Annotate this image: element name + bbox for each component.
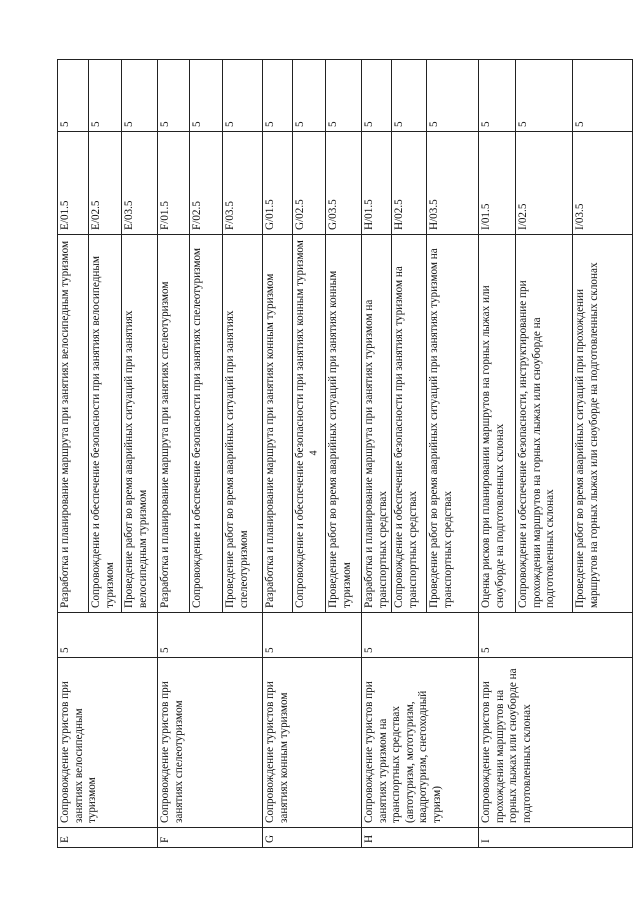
- group-name-cell: Сопровождение туристов при занятиях конным туризмом: [263, 658, 362, 828]
- function-code-cell: F/02.5: [190, 132, 223, 235]
- function-code-cell: I/03.5: [573, 132, 633, 235]
- function-level-cell: 5: [223, 60, 263, 132]
- function-name-cell: Разработка и планирование маршрута при занятиях туризмом на транспортных средствах: [362, 235, 392, 613]
- function-code-cell: F/01.5: [158, 132, 190, 235]
- function-name-cell: Проведение работ во время аварийных ситуаций при прохождении маршрутов на горных лыжах или сноуборде на подготовленных склонах: [573, 235, 633, 613]
- function-name-cell: Разработка и планирование маршрута при занятиях спелеотуризмом: [158, 235, 190, 613]
- function-name-cell: Проведение работ во время аварийных ситуаций при занятиях туризмом на транспортных средствах: [427, 235, 479, 613]
- function-level-cell: 5: [573, 60, 633, 132]
- function-name-cell: Проведение работ во время аварийных ситуаций при занятиях велосипедным туризмом: [122, 235, 158, 613]
- table-row: [362, 60, 392, 848]
- function-code-cell: E/03.5: [122, 132, 158, 235]
- group-code-cell: G: [263, 828, 362, 848]
- group-name-cell: Сопровождение туристов при занятиях велосипедным туризмом: [58, 658, 158, 828]
- function-level-cell: 5: [58, 60, 89, 132]
- table-row: [58, 60, 89, 848]
- function-name-cell: Разработка и планирование маршрута при занятиях конным туризмом: [263, 235, 293, 613]
- group-level-cell: 5: [58, 613, 158, 658]
- group-code-cell: E: [58, 828, 158, 848]
- function-name-cell: Разработка и планирование маршрута при занятиях велосипедным туризмом: [58, 235, 89, 613]
- function-code-cell: H/01.5: [362, 132, 392, 235]
- function-name-cell: Оценка рисков при планировании маршрутов на горных лыжах или сноуборде на подготовленных склонах: [479, 235, 516, 613]
- function-code-cell: G/03.5: [326, 132, 362, 235]
- table-row: [479, 60, 516, 848]
- function-level-cell: 5: [263, 60, 293, 132]
- function-code-cell: I/01.5: [479, 132, 516, 235]
- table-row: [158, 60, 190, 848]
- function-code-cell: G/02.5: [293, 132, 326, 235]
- table-row: [263, 60, 293, 848]
- group-level-cell: 5: [362, 613, 479, 658]
- function-name-cell: Сопровождение и обеспечение безопасности при занятиях конным туризмом: [293, 235, 326, 613]
- group-level-cell: 5: [479, 613, 633, 658]
- group-name-cell: Сопровождение туристов при занятиях спелеотуризмом: [158, 658, 263, 828]
- page-number: 4: [308, 450, 320, 456]
- function-level-cell: 5: [293, 60, 326, 132]
- function-level-cell: 5: [158, 60, 190, 132]
- function-name-cell: Сопровождение и обеспечение безопасности при занятиях туризмом на транспортных средствах: [392, 235, 427, 613]
- function-level-cell: 5: [326, 60, 362, 132]
- function-level-cell: 5: [190, 60, 223, 132]
- functions-table: [57, 59, 633, 848]
- function-level-cell: 5: [362, 60, 392, 132]
- function-code-cell: F/03.5: [223, 132, 263, 235]
- function-name-cell: Проведение работ во время аварийных ситуаций при занятиях конным туризмом: [326, 235, 362, 613]
- function-level-cell: 5: [89, 60, 122, 132]
- function-code-cell: H/03.5: [427, 132, 479, 235]
- function-code-cell: E/01.5: [58, 132, 89, 235]
- group-name-cell: Сопровождение туристов при прохождении маршрутов на горных лыжах или сноуборде на подготовленных склонах: [479, 658, 633, 828]
- function-code-cell: H/02.5: [392, 132, 427, 235]
- function-name-cell: Проведение работ во время аварийных ситуаций при занятиях спелеотуризмом: [223, 235, 263, 613]
- function-level-cell: 5: [392, 60, 427, 132]
- function-name-cell: Сопровождение и обеспечение безопасности при занятиях велосипедным туризмом: [89, 235, 122, 613]
- function-level-cell: 5: [122, 60, 158, 132]
- function-level-cell: 5: [516, 60, 573, 132]
- function-code-cell: E/02.5: [89, 132, 122, 235]
- group-code-cell: F: [158, 828, 263, 848]
- group-name-cell: Сопровождение туристов при занятиях туризмом на транспортных средствах (автотуризм, мототуризм, квадротуризм, снегоходный туризм): [362, 658, 479, 828]
- function-code-cell: I/02.5: [516, 132, 573, 235]
- function-code-cell: G/01.5: [263, 132, 293, 235]
- rotated-page-content: [57, 60, 600, 848]
- group-level-cell: 5: [158, 613, 263, 658]
- function-level-cell: 5: [427, 60, 479, 132]
- function-level-cell: 5: [479, 60, 516, 132]
- functions-table-body: [58, 60, 633, 848]
- group-level-cell: 5: [263, 613, 362, 658]
- function-name-cell: Сопровождение и обеспечение безопасности при занятиях спелеотуризмом: [190, 235, 223, 613]
- group-code-cell: I: [479, 828, 633, 848]
- group-code-cell: H: [362, 828, 479, 848]
- function-name-cell: Сопровождение и обеспечение безопасности, инструктирование при прохождении маршрутов на горных лыжах или сноуборде на подготовленных склонах: [516, 235, 573, 613]
